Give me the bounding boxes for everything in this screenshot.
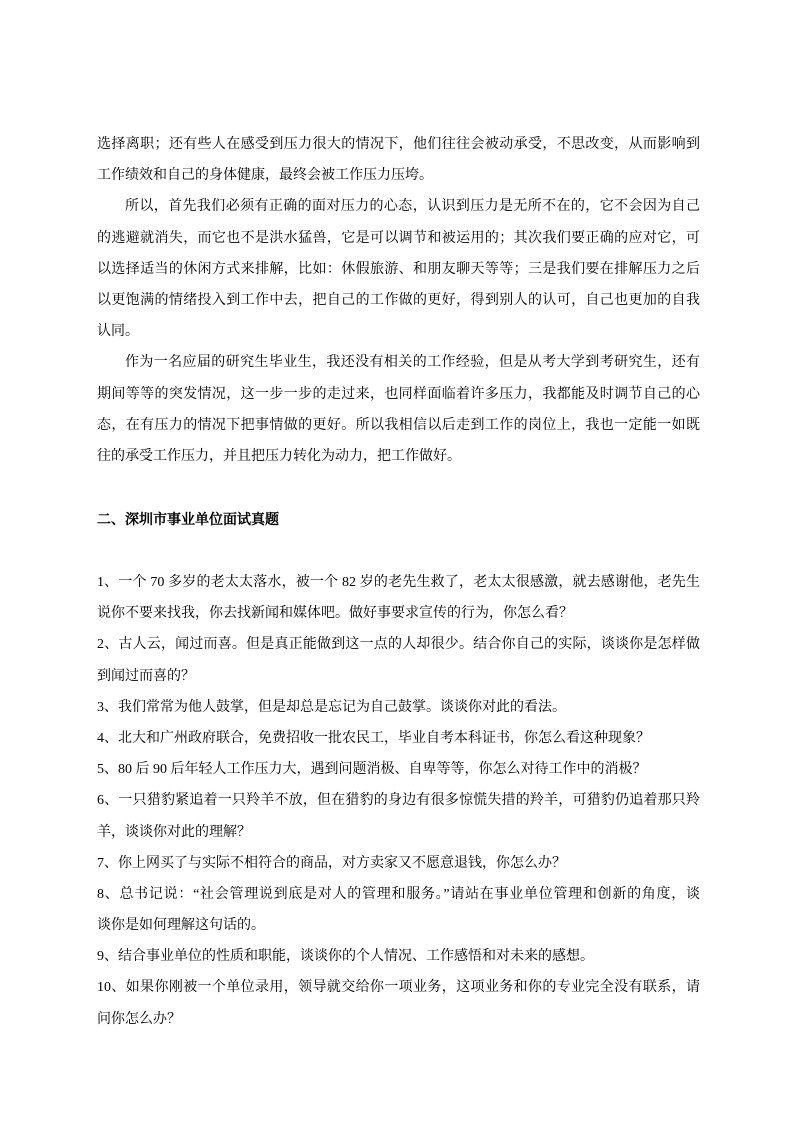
section-heading: 二、深圳市事业单位面试真题	[97, 511, 279, 527]
text-line: 态，在有压力的情况下把事情做的更好。所以我相信以后走到工作的岗位上，我也一定能一如既	[97, 417, 700, 433]
question-list	[97, 567, 700, 1035]
text-line: 7、你上网买了与实际不相符合的商品，对方卖家又不愿意退钱，你怎么办？	[97, 855, 566, 871]
text-line: 选择离职；还有些人在感受到压力很大的情况下，他们往往会被动承受，不思改变，从而影响到	[97, 137, 700, 152]
question-item	[97, 972, 700, 1034]
text-line: 作为一名应届的研究生毕业生，我还没有相关的工作经验，但是从考大学到考研究生，还有	[125, 355, 700, 371]
question-item	[97, 879, 700, 941]
question-item	[97, 629, 700, 691]
text-line: 2、古人云，闻过而喜。但是真正能做到这一点的人却很少。结合你自己的实际，谈谈你是怎样做	[97, 637, 700, 653]
text-line: 期间等等的突发情况，这一步一步的走过来，也同样面临着许多压力，我都能及时调节自己的心	[97, 386, 700, 402]
question-item	[97, 941, 700, 972]
intro-section	[97, 129, 700, 472]
text-line: 9、结合事业单位的性质和职能，谈谈你的个人情况、工作感悟和对未来的感想。	[97, 949, 594, 965]
text-line: 工作绩效和自己的身体健康，最终会被工作压力压垮。	[97, 168, 433, 184]
text-line: 4、北大和广州政府联合，免费招收一批农民工，毕业自考本科证书，你怎么看这种现象？	[97, 730, 650, 746]
text-line: 10、如果你刚被一个单位录用，领导就交给你一项业务，这项业务和你的专业完全没有联系，请	[97, 980, 700, 996]
text-line: 到闻过而喜的？	[97, 668, 195, 684]
text-line: 6、一只猎豹紧追着一只羚羊不放，但在猎豹的身边有很多惊慌失措的羚羊，可猎豹仍追着那只羚	[97, 793, 700, 809]
text-line: 往的承受工作压力，并且把压力转化为动力，把工作做好。	[97, 448, 461, 464]
question-item	[97, 723, 700, 754]
question-item	[97, 692, 700, 723]
text-line: 5、80 后 90 后年轻人工作压力大，遇到问题消极、自卑等等，你怎么对待工作中的消极？	[97, 762, 647, 778]
text-line: 羊，谈谈你对此的理解？	[97, 824, 251, 840]
question-item	[97, 567, 700, 629]
text-line: 8、总书记说：“社会管理说到底是对人的管理和服务。”请站在事业单位管理和创新的角度，谈	[97, 886, 700, 902]
paragraph	[97, 129, 700, 191]
text-line: 谈你是如何理解这句话的。	[97, 918, 265, 934]
text-line: 以选择适当的休闲方式来排解，比如：休假旅游、和朋友聊天等等；三是我们要在排解压力之后	[97, 261, 700, 277]
text-line: 的逃避就消失，而它也不是洪水猛兽，它是可以调节和被运用的；其次我们要正确的应对它，可	[97, 230, 700, 246]
text-line: 认同。	[97, 324, 139, 340]
question-item	[97, 785, 700, 847]
text-line: 所以，首先我们必须有正确的面对压力的心态，认识到压力是无所不在的，它不会因为自己	[125, 199, 700, 215]
paragraph	[97, 347, 700, 472]
text-line: 3、我们常常为他人鼓掌，但是却总是忘记为自己鼓掌。谈谈你对此的看法。	[97, 699, 566, 715]
text-line: 问你怎么办？	[97, 1011, 181, 1027]
text-line: 以更饱满的情绪投入到工作中去，把自己的工作做的更好，得到别人的认可，自己也更加的自我	[97, 292, 700, 308]
text-line: 说你不要来找我，你去找新闻和媒体吧。做好事要求宣传的行为，你怎么看？	[97, 606, 573, 622]
question-item	[97, 848, 700, 879]
question-item	[97, 754, 700, 785]
paragraph	[97, 191, 700, 347]
text-line: 1、一个 70 多岁的老太太落水，被一个 82 岁的老先生救了，老太太很感激，就去感谢他，老先生	[97, 575, 700, 590]
